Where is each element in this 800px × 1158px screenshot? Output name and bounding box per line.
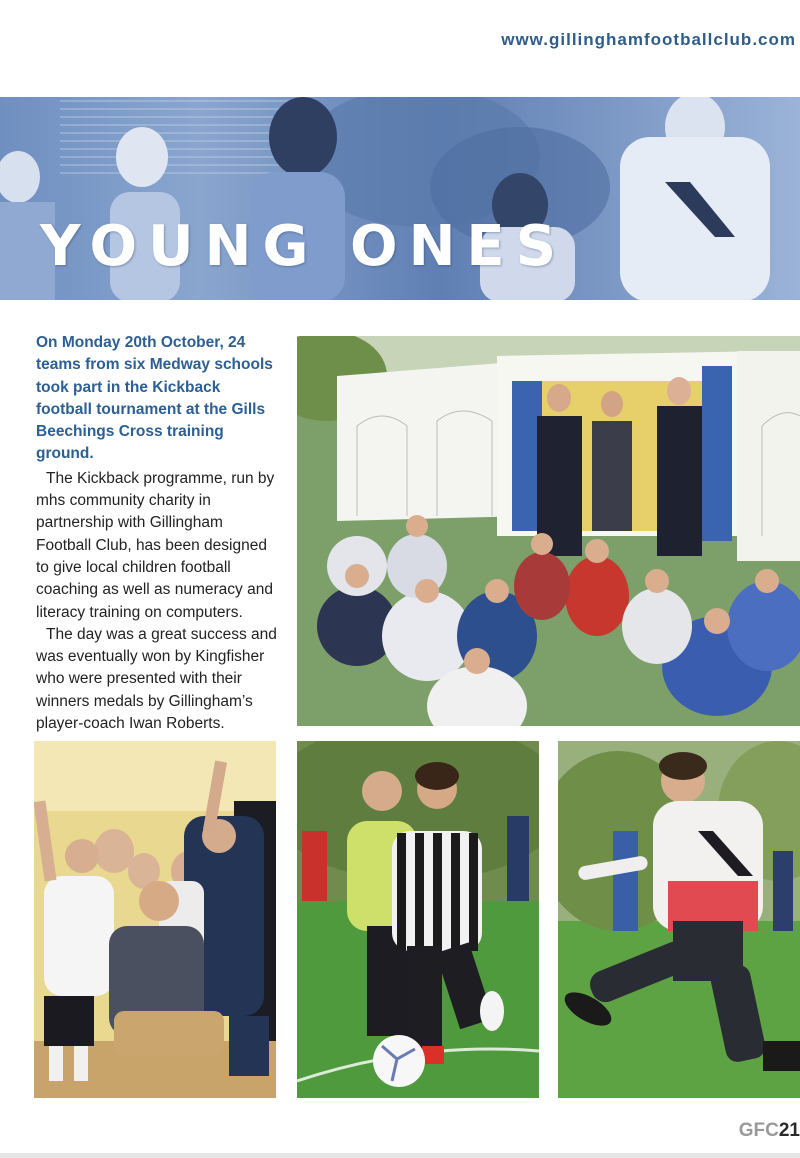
photo-winners-medals: [34, 741, 276, 1098]
article-body: [36, 332, 280, 735]
photo-girls-football: [297, 741, 539, 1098]
article-paragraph: The day was a great success and was eventually won by Kingfisher who were presented with their winners medals by Gillingham’s player-coach Iwan Roberts.: [36, 625, 277, 733]
photo-marquee-crowd: [297, 336, 800, 726]
article-lead: On Monday 20th October, 24 teams from six Medway schools took part in the Kickback football tournament at the Gills Beechings Cross training ground.: [36, 334, 273, 463]
folio-prefix: GFC: [738, 1120, 779, 1141]
page-folio: [739, 1120, 800, 1142]
page-number: 21: [778, 1120, 800, 1141]
photo-boy-kicking: [558, 741, 800, 1098]
article-paragraph: The Kickback programme, run by mhs community charity in partnership with Gillingham Football Club, has been designed to give local children football coaching as well as numeracy and literacy training on computers.: [36, 469, 275, 621]
banner-title: YOUNG ONES: [40, 214, 568, 279]
bottom-rule: [0, 1153, 800, 1158]
website-url: www.gillinghamfootballclub.com: [501, 30, 796, 49]
